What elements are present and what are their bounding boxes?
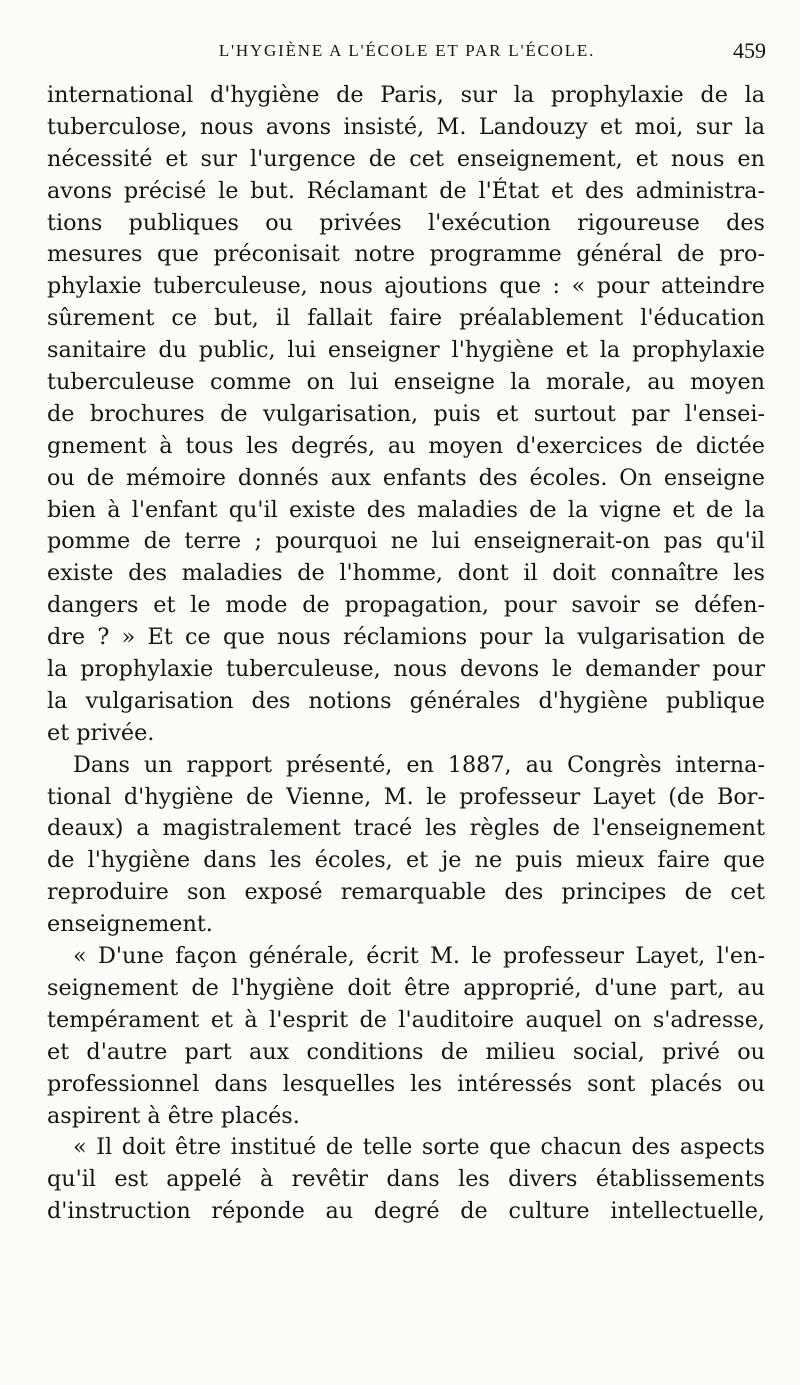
- text-line: tempérament et à l'esprit de l'auditoire auquel on s'adresse,: [47, 1006, 765, 1033]
- text-line: mesures que préconisait notre programme général de pro-: [47, 241, 765, 268]
- text-line: professionnel dans lesquelles les intéressés sont placés ou: [47, 1070, 765, 1097]
- text-line: tional d'hygiène de Vienne, M. le professeur Layet (de Bor-: [47, 783, 765, 810]
- text-line: et privée.: [47, 719, 155, 746]
- text-line: aspirent à être placés.: [47, 1102, 300, 1129]
- text-line: de l'hygiène dans les écoles, et je ne puis mieux faire que: [47, 847, 765, 874]
- text-line: bien à l'enfant qu'il existe des maladies de la vigne et de la: [47, 496, 765, 523]
- text-line: ou de mémoire donnés aux enfants des écoles. On enseigne: [47, 464, 765, 491]
- body-text: [47, 80, 765, 1228]
- text-line: sûrement ce but, il fallait faire préalablement l'éducation: [47, 305, 765, 332]
- text-line: la prophylaxie tuberculeuse, nous devons le demander pour: [47, 656, 765, 683]
- text-line: nécessité et sur l'urgence de cet enseignement, et nous en: [47, 145, 765, 172]
- text-line: enseignement.: [47, 911, 213, 938]
- text-line: dangers et le mode de propagation, pour savoir se défen-: [47, 592, 765, 619]
- text-line: dre ? » Et ce que nous réclamions pour la vulgarisation de: [47, 624, 765, 651]
- page-number: 459: [733, 38, 766, 63]
- text-line: qu'il est appelé à revêtir dans les divers établissements: [47, 1166, 765, 1193]
- text-line: deaux) a magistralement tracé les règles de l'enseignement: [47, 815, 765, 842]
- text-line: international d'hygiène de Paris, sur la prophylaxie de la: [47, 82, 765, 108]
- paragraph-first-line: « D'une façon générale, écrit M. le professeur Layet, l'en-: [73, 943, 765, 970]
- text-line: tuberculose, nous avons insisté, M. Landouzy et moi, sur la: [47, 113, 765, 140]
- paragraph-first-line: « Il doit être institué de telle sorte que chacun des aspects: [73, 1134, 765, 1161]
- text-line: de brochures de vulgarisation, puis et surtout par l'ensei-: [47, 400, 765, 427]
- running-header-title: L'HYGIÈNE A L'ÉCOLE ET PAR L'ÉCOLE.: [218, 41, 596, 60]
- text-line: d'instruction réponde au degré de culture intellectuelle,: [47, 1198, 765, 1225]
- text-line: existe des maladies de l'homme, dont il doit connaître les: [47, 560, 765, 587]
- text-line: sanitaire du public, lui enseigner l'hygiène et la prophylaxie: [47, 337, 765, 364]
- text-line: avons précisé le but. Réclamant de l'État et des administra-: [47, 177, 765, 204]
- running-header: [48, 36, 766, 66]
- text-line: tions publiques ou privées l'exécution rigoureuse des: [47, 209, 765, 236]
- text-line: gnement à tous les degrés, au moyen d'exercices de dictée: [47, 432, 765, 459]
- text-line: pomme de terre ; pourquoi ne lui enseignerait-on pas qu'il: [47, 528, 765, 555]
- text-line: seignement de l'hygiène doit être approprié, d'une part, au: [47, 974, 765, 1001]
- text-line: tuberculeuse comme on lui enseigne la morale, au moyen: [47, 369, 765, 396]
- text-line: phylaxie tuberculeuse, nous ajoutions que : « pour atteindre: [47, 273, 765, 300]
- text-line: reproduire son exposé remarquable des principes de cet: [47, 879, 765, 906]
- paragraph-first-line: Dans un rapport présenté, en 1887, au Congrès interna-: [73, 751, 765, 778]
- text-line: la vulgarisation des notions générales d'hygiène publique: [47, 687, 765, 714]
- text-line: et d'autre part aux conditions de milieu social, privé ou: [47, 1038, 765, 1065]
